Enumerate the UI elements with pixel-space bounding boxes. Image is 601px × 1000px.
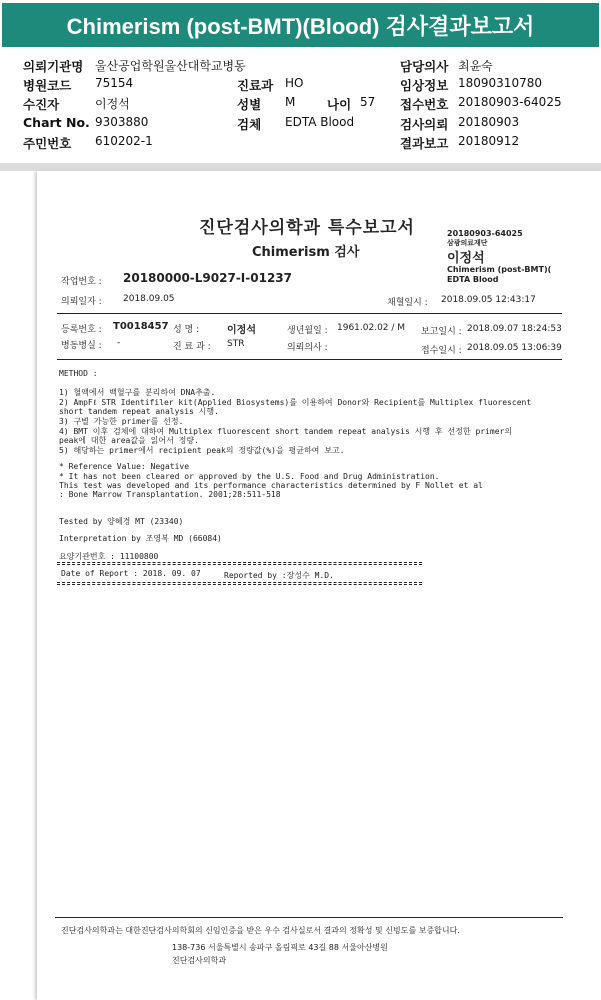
work-number: 20180000-L9027-I-01237: [123, 271, 292, 285]
rcv-date: 2018.09.05 13:06:39: [467, 343, 562, 353]
reg-number: T0018457: [113, 321, 169, 332]
age-label: 나이: [327, 97, 352, 112]
ward-value: -: [117, 338, 121, 348]
report-title: Chimerism (post-BMT)(Blood) 검사결과보고서: [2, 3, 599, 47]
patient-label: 수진자: [23, 97, 60, 112]
report-value: 20180912: [458, 134, 520, 148]
rule: [57, 564, 422, 565]
coll-date: 2018.09.05 12:43:17: [441, 295, 536, 305]
reference-value: * Reference Value: Negative: [59, 462, 190, 471]
footer-address: 138-736 서울특별시 송파구 올림픽로 43길 88 서울아산병원: [172, 943, 388, 952]
specimen-value: EDTA Blood: [285, 115, 355, 129]
rule: [57, 582, 422, 583]
method-line: 3) 구별 가능한 primer를 선정.: [59, 417, 184, 426]
request-label: 검사의뢰: [400, 117, 449, 132]
method-line: 1) 혈액에서 백혈구를 분리하여 DNA추출.: [59, 388, 216, 397]
name-label: 성 명 :: [173, 325, 200, 335]
ward-label: 병동병실 :: [61, 341, 102, 351]
footer-department: 진단검사의학과: [172, 956, 227, 965]
age-value: 57: [360, 95, 376, 109]
report-header: [0, 0, 601, 52]
dept-label: 진 료 과 :: [173, 342, 211, 352]
method-line: 2) AmpFℓ STR Identifiler kit(Applied Biosystems)를 이용하여 Donor와 Recipient를 Multiplex fluorescent: [59, 398, 532, 407]
dept-value: HO: [285, 76, 304, 90]
coll-label: 채혈일시 :: [387, 298, 428, 308]
code-value: 75154: [95, 76, 134, 90]
date-of-report: Date of Report : 2018. 09. 07: [61, 569, 201, 578]
hospital-value: 울산공업학원울산대학교병동: [95, 59, 246, 73]
method-line: 4) BMT 이후 검체에 대하여 Multiplex fluorescent short tandem repeat analysis 시행 후 선정한 primer의: [59, 427, 513, 436]
rule: [57, 359, 562, 360]
note-line: : Bone Marrow Transplantation. 2001;28:511-518: [59, 490, 281, 499]
rcv-label: 접수일시 :: [421, 346, 462, 356]
patient-name: 이정석: [227, 325, 256, 336]
specimen-label: 검체: [237, 117, 262, 132]
footer-statement: 진단검사의학과는 대한진단검사의학회의 신임인증을 받은 우수 검사실로서 결과의 정확성 및 신빙도를 보증합니다.: [61, 926, 460, 935]
doc-title: 진단검사의학과 특수보고서: [199, 218, 415, 238]
tag-specimen: EDTA Blood: [447, 275, 499, 284]
rule: [57, 562, 422, 563]
clinical-value: 18090310780: [458, 76, 542, 90]
chart-value: 9303880: [95, 115, 149, 129]
method-line: short tandem repeat analysis 시행.: [59, 407, 219, 416]
request-value: 20180903: [458, 115, 520, 129]
report-label: 결과보고: [400, 136, 449, 151]
scanned-report: [37, 171, 601, 1000]
rule: [57, 584, 422, 585]
rule: [57, 313, 562, 314]
sex-label: 성별: [237, 97, 262, 112]
sex-value: M: [285, 95, 296, 109]
tag-name: 이정석: [447, 251, 485, 266]
patient-info-panel: [0, 52, 601, 160]
rep-date: 2018.09.07 18:24:53: [467, 324, 562, 334]
clinical-label: 임상정보: [400, 78, 449, 93]
doctor-label: 의뢰의사 :: [287, 343, 328, 353]
code-label: 병원코드: [23, 78, 72, 93]
tag-org: 삼광의료재단: [447, 239, 488, 247]
method-line: peak에 대한 area값을 읽어서 정량.: [59, 436, 199, 445]
work-label: 작업번호 :: [61, 277, 102, 287]
receipt-label: 접수번호: [400, 97, 449, 112]
dept-label: 진료과: [237, 78, 274, 93]
method-title: METHOD :: [59, 369, 98, 378]
birth-value: 1961.02.02 / M: [337, 323, 406, 333]
divider: [0, 163, 601, 171]
req-label: 의뢰일자 :: [61, 297, 102, 307]
tag-number: 20180903-64025: [447, 229, 523, 238]
rule: [55, 917, 563, 918]
hospital-label: 의뢰기관명: [23, 59, 84, 74]
patient-value: 이정석: [95, 97, 130, 111]
note-line: * It has not been cleared or approved by the U.S. Food and Drug Administration.: [59, 472, 440, 481]
reg-label: 등록번호 :: [61, 325, 102, 335]
doc-subtitle: Chimerism 검사: [252, 245, 360, 260]
chart-label: Chart No.: [23, 115, 90, 130]
tag-test: Chimerism (post-BMT)(: [447, 265, 552, 274]
dept-value: STR: [227, 339, 245, 349]
tested-by: Tested by 양혜경 MT (23340): [59, 517, 184, 526]
attending-value: 최윤숙: [458, 59, 493, 73]
note-line: This test was developed and its performance characteristics determined by F Nollet et al: [59, 481, 483, 490]
method-line: 5) 해당하는 primer에서 recipient peak의 정량값(%)을 평균하여 보고.: [59, 446, 345, 455]
rep-label: 보고일시 :: [421, 327, 462, 337]
receipt-value: 20180903-64025: [458, 95, 562, 109]
interpretation-by: Interpretation by 조영복 MD (66084): [59, 534, 222, 543]
id-value: 610202-1: [95, 134, 153, 148]
id-label: 주민번호: [23, 136, 72, 151]
reported-by: Reported by :장성수 M.D.: [224, 571, 334, 580]
birth-label: 생년월일 :: [287, 326, 328, 336]
attending-label: 담당의사: [400, 59, 449, 74]
care-number: 요양기관번호 : 11100800: [59, 552, 159, 561]
req-date: 2018.09.05: [123, 294, 175, 304]
